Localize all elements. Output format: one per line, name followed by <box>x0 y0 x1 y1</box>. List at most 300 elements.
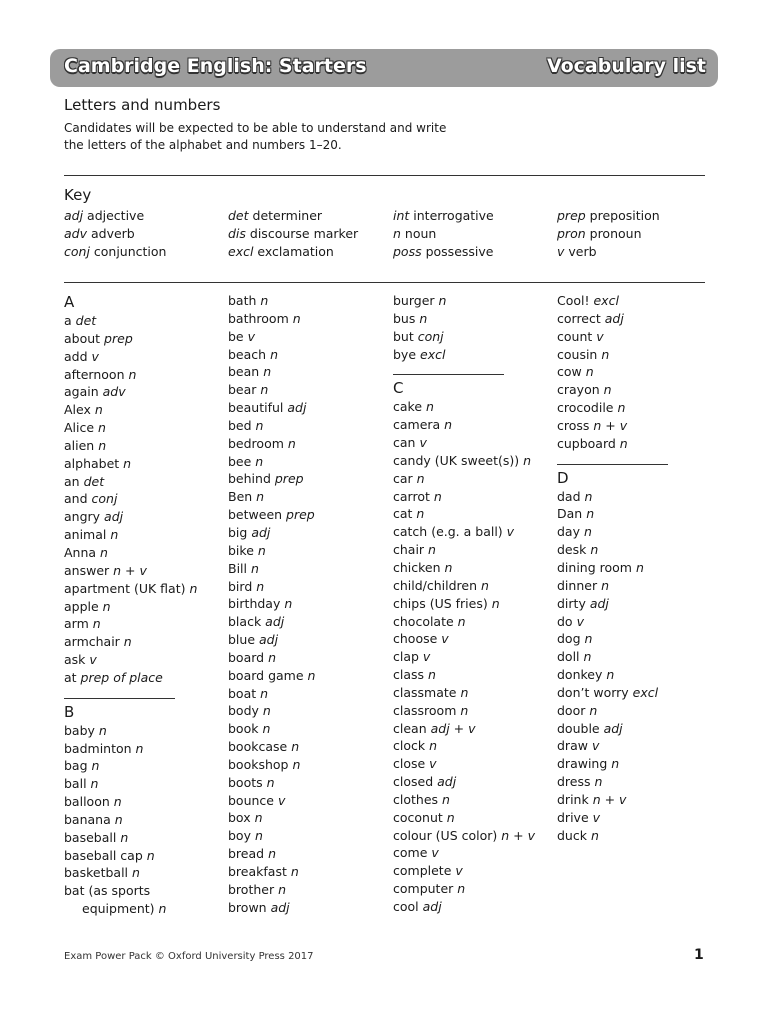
vocab-word: ask <box>64 652 86 668</box>
divider <box>64 175 705 176</box>
vocab-word: bedroom <box>228 435 284 451</box>
vocab-entry <box>228 328 388 346</box>
vocab-entry <box>557 720 717 738</box>
key-entry <box>64 207 166 225</box>
section-title: Letters and numbers <box>64 96 221 114</box>
vocab-entry <box>393 452 553 470</box>
vocab-word: cake <box>393 399 423 415</box>
vocab-word: box <box>228 810 251 826</box>
letter-divider <box>393 374 504 375</box>
vocab-word: an <box>64 473 80 489</box>
vocab-entry <box>557 292 717 310</box>
vocab-entry <box>393 648 553 666</box>
vocab-word: dress <box>557 774 591 790</box>
vocab-entry <box>557 399 717 417</box>
part-of-speech: n <box>631 559 644 575</box>
key-label: adjective <box>83 208 145 223</box>
vocab-word: chips (US fries) <box>393 595 488 611</box>
part-of-speech: n <box>456 702 469 718</box>
part-of-speech: n <box>412 506 425 522</box>
part-of-speech: n <box>90 402 103 418</box>
key-abbreviation: n <box>393 226 401 241</box>
vocab-entry <box>228 809 388 827</box>
vocab-entry <box>228 381 388 399</box>
part-of-speech: prep <box>282 507 315 523</box>
part-of-speech: n <box>256 382 269 398</box>
vocab-word: cupboard <box>557 435 616 451</box>
key-label: exclamation <box>253 244 334 259</box>
vocab-word: camera <box>393 417 441 433</box>
vocab-word: and <box>64 491 88 507</box>
vocab-entry <box>64 740 224 758</box>
part-of-speech: excl <box>416 346 446 362</box>
vocab-word: beautiful <box>228 400 284 416</box>
vocab-entry <box>393 844 553 862</box>
vocab-entry <box>557 328 717 346</box>
vocab-entry <box>228 863 388 881</box>
part-of-speech: adj <box>255 632 279 648</box>
vocab-word: do <box>557 613 573 629</box>
vocab-entry <box>64 598 224 616</box>
vocab-entry <box>393 523 553 541</box>
vocab-word: cow <box>557 364 582 380</box>
vocab-word: badminton <box>64 740 132 756</box>
part-of-speech: n <box>262 774 275 790</box>
vocab-entry <box>228 774 388 792</box>
vocab-word: black <box>228 614 262 630</box>
vocab-entry <box>557 773 717 791</box>
vocab-word: add <box>64 348 88 364</box>
letter-divider <box>64 698 175 699</box>
part-of-speech: n <box>456 684 469 700</box>
vocab-word: bag <box>64 758 88 774</box>
vocab-word: bookcase <box>228 739 288 755</box>
vocab-word: clock <box>393 738 426 754</box>
vocab-entry <box>64 811 224 829</box>
part-of-speech: n <box>98 598 111 614</box>
part-of-speech: det <box>79 473 105 489</box>
part-of-speech: excl <box>628 684 659 700</box>
vocab-word: child/children <box>393 577 478 593</box>
vocab-word: carrot <box>393 488 430 504</box>
vocab-entry <box>393 488 553 506</box>
vocab-word: drawing <box>557 756 608 772</box>
vocab-entry <box>228 595 388 613</box>
part-of-speech: adj <box>585 595 609 611</box>
vocab-entry <box>64 366 224 384</box>
vocab-word: doll <box>557 649 580 665</box>
vocab-word: blue <box>228 632 256 648</box>
vocab-entry <box>228 881 388 899</box>
intro-line: the letters of the alphabet and numbers 1–20. <box>64 138 342 152</box>
vocab-word: door <box>557 702 586 718</box>
vocab-entry <box>228 560 388 578</box>
part-of-speech: n <box>264 846 276 862</box>
part-of-speech: n <box>250 810 263 826</box>
vocab-entry <box>64 829 224 847</box>
vocab-word: big <box>228 524 248 540</box>
vocab-entry <box>393 398 553 416</box>
vocab-word: brother <box>228 881 275 897</box>
vocab-entry <box>393 720 553 738</box>
vocab-entry <box>64 651 224 669</box>
part-of-speech: n <box>280 596 293 612</box>
vocab-word: complete <box>393 863 452 879</box>
vocab-entry <box>228 417 388 435</box>
vocab-word: beach <box>228 346 267 362</box>
vocab-word: cross <box>557 417 590 433</box>
vocab-word: computer <box>393 881 454 897</box>
part-of-speech: n <box>585 702 598 718</box>
vocab-entry <box>64 437 224 455</box>
vocab-word: balloon <box>64 794 110 810</box>
vocab-word: again <box>64 384 99 400</box>
vocab-entry <box>557 755 717 773</box>
vocab-entry <box>393 880 553 898</box>
vocab-word: duck <box>557 827 587 843</box>
part-of-speech: n <box>590 774 603 790</box>
part-of-speech: n <box>124 366 137 382</box>
vocab-entry <box>228 506 388 524</box>
part-of-speech: n <box>109 794 122 810</box>
part-of-speech: n <box>258 721 271 737</box>
key-entry <box>557 225 660 243</box>
key-label: adverb <box>87 226 135 241</box>
vocab-word: catch (e.g. a ball) <box>393 524 503 540</box>
part-of-speech: v <box>243 328 255 344</box>
part-of-speech: n <box>259 364 272 380</box>
vocab-word: bus <box>393 310 416 326</box>
part-of-speech: v <box>437 631 449 647</box>
vocab-entry <box>557 595 717 613</box>
vocab-word: clap <box>393 649 419 665</box>
key-abbreviation: poss <box>393 244 422 259</box>
vocab-entry <box>557 577 717 595</box>
vocab-word: armchair <box>64 634 120 650</box>
key-entry <box>393 225 494 243</box>
letter-heading: C <box>393 379 404 398</box>
vocab-word: dad <box>557 488 581 504</box>
key-abbreviation: int <box>393 208 410 223</box>
vocab-word: about <box>64 330 101 346</box>
vocab-entry <box>228 346 388 364</box>
vocab-entry <box>557 666 717 684</box>
part-of-speech: n <box>579 649 592 665</box>
vocab-entry <box>557 346 717 364</box>
vocab-word: baseball cap <box>64 847 143 863</box>
part-of-speech: v <box>587 738 600 754</box>
part-of-speech: n <box>615 435 628 451</box>
vocab-word: burger <box>393 293 435 308</box>
part-of-speech: adj <box>283 400 307 416</box>
vocab-entry <box>64 348 224 366</box>
vocab-entry <box>64 757 224 775</box>
vocab-entry <box>393 346 553 364</box>
vocab-entry <box>393 559 553 577</box>
vocab-entry <box>64 580 224 598</box>
vocab-word: correct <box>557 310 601 326</box>
vocab-entry <box>228 631 388 649</box>
vocab-entry <box>64 847 224 865</box>
vocab-column <box>228 292 388 917</box>
vocab-word: ball <box>64 776 87 792</box>
vocab-entry <box>228 738 388 756</box>
vocab-entry <box>393 577 553 595</box>
vocab-word: classroom <box>393 702 457 718</box>
vocab-word: candy (UK sweet(s)) <box>393 452 520 468</box>
vocab-word: arm <box>64 616 89 632</box>
vocab-word: Cool! <box>557 293 590 308</box>
part-of-speech: v <box>427 845 439 861</box>
part-of-speech: n <box>116 829 129 845</box>
vocab-word: answer <box>64 562 110 578</box>
key-label: pronoun <box>585 226 642 241</box>
part-of-speech: excl <box>589 293 619 308</box>
part-of-speech: n + v <box>588 791 627 807</box>
vocab-entry <box>393 595 553 613</box>
vocab-entry <box>64 669 224 687</box>
vocab-word: clothes <box>393 791 439 807</box>
vocab-entry <box>228 542 388 560</box>
vocab-word: brown <box>228 899 267 915</box>
vocab-word: apartment (UK flat) <box>64 580 186 596</box>
vocab-word: count <box>557 328 593 344</box>
letter-heading: D <box>557 468 569 487</box>
part-of-speech: n <box>581 364 594 380</box>
part-of-speech: adj <box>418 899 442 914</box>
vocab-word: closed <box>393 774 434 790</box>
part-of-speech: n <box>256 685 269 701</box>
part-of-speech: adj <box>100 509 124 525</box>
part-of-speech: v <box>85 652 97 668</box>
key-label: discourse marker <box>245 226 359 241</box>
key-column <box>557 207 660 261</box>
part-of-speech: v <box>274 792 286 808</box>
part-of-speech: n <box>258 703 271 719</box>
vocab-entry <box>228 310 388 328</box>
vocab-entry <box>228 399 388 417</box>
vocab-word: Anna <box>64 544 97 560</box>
vocab-word: bean <box>228 364 260 380</box>
part-of-speech: n <box>434 293 447 308</box>
vocab-entry <box>393 310 553 328</box>
vocab-entry <box>393 666 553 684</box>
part-of-speech: n + v <box>497 827 535 843</box>
key-entry <box>557 243 660 261</box>
vocab-word: class <box>393 667 425 683</box>
vocab-entry <box>64 793 224 811</box>
vocab-entry <box>228 667 388 685</box>
vocab-entry <box>557 363 717 381</box>
key-label: possessive <box>421 244 494 259</box>
vocab-word: Dan <box>557 506 583 522</box>
part-of-speech: adj <box>266 899 290 915</box>
vocab-word: drive <box>557 809 589 825</box>
key-entry <box>228 207 358 225</box>
key-label: noun <box>400 226 437 241</box>
part-of-speech: n <box>607 756 620 772</box>
part-of-speech: n + v <box>589 417 628 433</box>
part-of-speech: v <box>451 863 463 879</box>
part-of-speech: n <box>87 758 100 774</box>
part-of-speech: n <box>519 452 532 468</box>
vocab-entry <box>228 578 388 596</box>
vocab-entry <box>393 613 553 631</box>
vocab-word: book <box>228 721 259 737</box>
part-of-speech: adj + v <box>426 720 476 736</box>
header-left-title: Cambridge English: Starters <box>64 55 367 77</box>
vocab-entry <box>393 292 553 310</box>
part-of-speech: v <box>87 348 99 364</box>
part-of-speech: n <box>424 667 436 683</box>
vocab-entry <box>228 649 388 667</box>
vocab-word: bathroom <box>228 310 289 326</box>
vocab-word: bear <box>228 382 257 398</box>
part-of-speech: n <box>247 560 259 576</box>
vocab-entry <box>228 292 388 310</box>
part-of-speech: n <box>94 420 106 436</box>
vocab-entry <box>228 524 388 542</box>
vocab-word: bounce <box>228 792 274 808</box>
vocab-word: car <box>393 470 413 486</box>
part-of-speech: n <box>412 470 425 486</box>
key-label: conjunction <box>89 244 167 259</box>
vocab-word: chocolate <box>393 613 454 629</box>
key-abbreviation: conj <box>64 244 90 259</box>
vocab-word: dog <box>557 631 581 647</box>
vocab-word: bird <box>228 578 253 594</box>
part-of-speech: n <box>602 667 615 683</box>
vocab-word: alphabet <box>64 455 120 471</box>
part-of-speech: n <box>582 506 595 522</box>
vocab-entry <box>228 470 388 488</box>
key-entry <box>64 243 166 261</box>
vocab-entry <box>64 401 224 419</box>
part-of-speech: n <box>110 811 123 827</box>
key-label: verb <box>564 244 597 259</box>
vocab-entry <box>228 488 388 506</box>
vocab-entry <box>557 791 717 809</box>
vocab-word: apple <box>64 598 99 614</box>
vocab-word: bookshop <box>228 756 289 772</box>
key-abbreviation: adj <box>64 208 84 223</box>
part-of-speech: n <box>252 489 265 505</box>
vocab-word: dining room <box>557 559 632 575</box>
part-of-speech: n <box>429 488 442 504</box>
part-of-speech: adv <box>98 384 126 400</box>
part-of-speech: n <box>442 809 455 825</box>
part-of-speech: n <box>613 400 626 416</box>
part-of-speech: v <box>572 613 584 629</box>
part-of-speech: prep <box>270 471 304 487</box>
part-of-speech: prep of place <box>76 669 163 685</box>
header-right-title: Vocabulary list <box>546 55 706 77</box>
part-of-speech: n <box>586 827 599 843</box>
vocab-word: between <box>228 507 283 523</box>
part-of-speech: n <box>106 527 119 543</box>
vocab-word: dinner <box>557 577 598 593</box>
part-of-speech: n <box>154 901 167 917</box>
key-abbreviation: pron <box>557 226 586 241</box>
vocab-word: banana <box>64 811 111 827</box>
vocab-word: don’t worry <box>557 684 629 700</box>
vocab-entry <box>393 827 553 845</box>
vocab-entry <box>557 559 717 577</box>
vocab-word: donkey <box>557 667 603 683</box>
vocab-entry <box>228 363 388 381</box>
vocab-entry <box>228 720 388 738</box>
vocab-entry <box>393 416 553 434</box>
vocab-entry <box>228 685 388 703</box>
vocab-entry <box>393 791 553 809</box>
key-column <box>393 207 494 261</box>
part-of-speech: n <box>453 613 466 629</box>
vocab-entry <box>557 702 717 720</box>
part-of-speech: n <box>586 542 599 558</box>
part-of-speech: v <box>592 328 604 344</box>
section-intro <box>64 120 484 154</box>
vocab-entry <box>64 473 224 491</box>
vocab-word: behind <box>228 471 271 487</box>
key-abbreviation: det <box>228 208 249 223</box>
letter-divider <box>557 464 668 465</box>
part-of-speech: det <box>71 313 97 328</box>
part-of-speech: n <box>303 667 316 683</box>
vocab-entry <box>393 809 553 827</box>
vocab-entry <box>228 435 388 453</box>
vocab-entry <box>393 737 553 755</box>
vocab-word: colour (US color) <box>393 827 498 843</box>
vocab-entry <box>228 613 388 631</box>
vocab-word: equipment) <box>82 901 155 917</box>
part-of-speech: n <box>119 455 132 471</box>
vocab-entry <box>64 615 224 633</box>
vocab-word: bread <box>228 846 265 862</box>
vocab-word: animal <box>64 527 107 543</box>
vocab-entry <box>393 898 553 916</box>
vocab-entry <box>557 523 717 541</box>
vocab-word: boots <box>228 774 263 790</box>
part-of-speech: adj <box>600 310 624 326</box>
part-of-speech: adj <box>599 720 623 736</box>
vocab-word: coconut <box>393 809 443 825</box>
vocab-entry <box>228 453 388 471</box>
vocab-column <box>393 292 553 916</box>
key-abbreviation: adv <box>64 226 87 241</box>
vocab-entry <box>557 541 717 559</box>
vocab-entry <box>228 792 388 810</box>
part-of-speech: n <box>287 739 300 755</box>
part-of-speech: adj <box>433 774 457 790</box>
vocab-word: come <box>393 845 428 861</box>
part-of-speech: n <box>142 847 155 863</box>
part-of-speech: n <box>440 559 453 575</box>
vocab-word: draw <box>557 738 588 754</box>
vocab-word: crayon <box>557 382 600 398</box>
vocab-word: basketball <box>64 865 129 881</box>
part-of-speech: n <box>264 649 277 665</box>
letter-heading: A <box>64 293 75 311</box>
vocab-word: Alex <box>64 402 91 418</box>
vocab-entry <box>557 648 717 666</box>
intro-line: Candidates will be expected to be able to understand and write <box>64 121 447 135</box>
part-of-speech: n <box>599 382 612 398</box>
vocab-word: board <box>228 649 265 665</box>
vocab-entry <box>64 490 224 508</box>
part-of-speech: n <box>288 310 301 326</box>
part-of-speech: v <box>502 524 515 540</box>
part-of-speech: n <box>274 881 287 897</box>
